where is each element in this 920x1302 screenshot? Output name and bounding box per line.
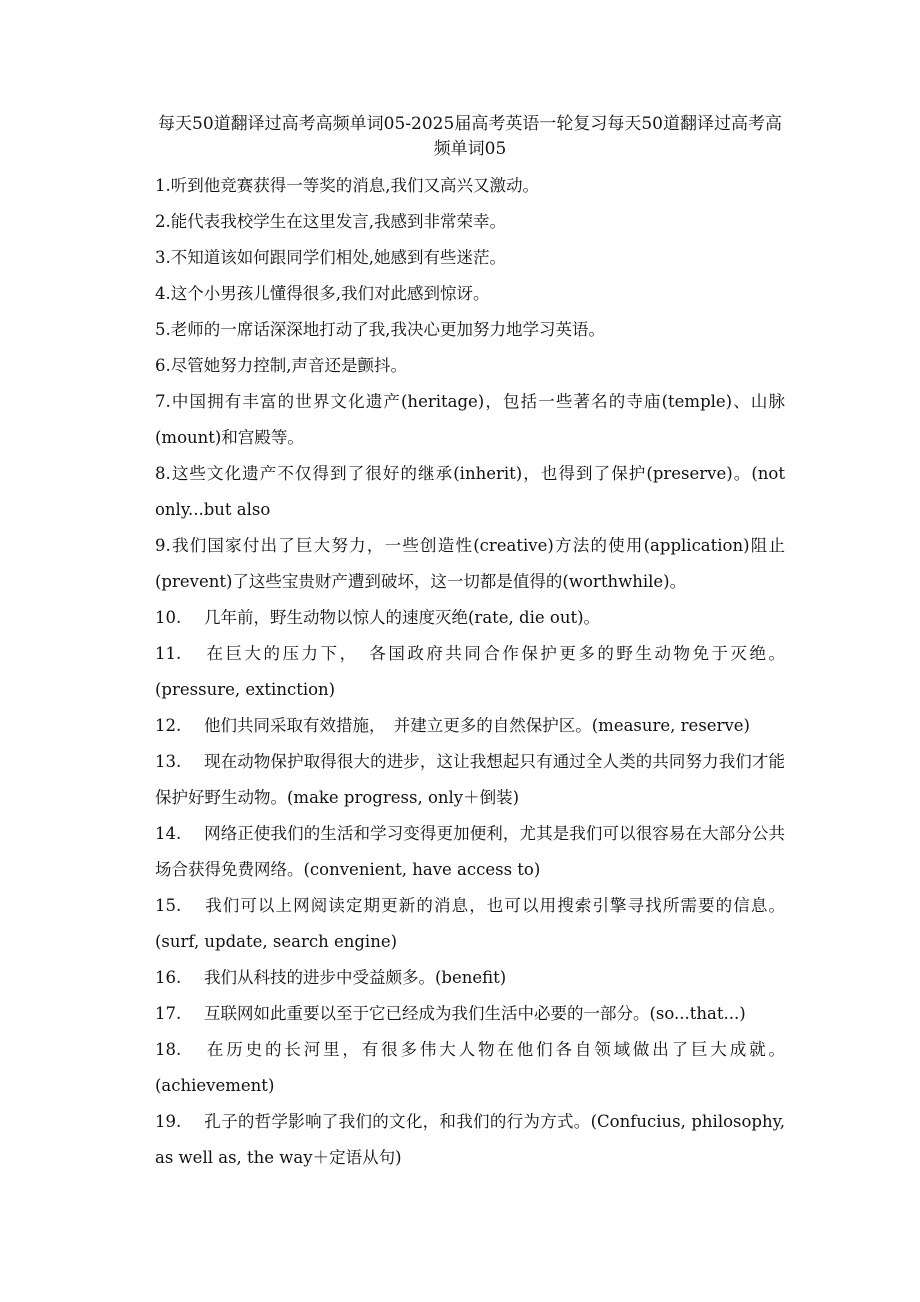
item-number: 10.: [155, 608, 182, 627]
item-text: 网络正使我们的生活和学习变得更加便利，尤其是我们可以很容易在大部分公共场合获得免费网络。(convenient, have access to): [155, 824, 785, 879]
item-number: 7.: [155, 392, 171, 411]
item-text: 孔子的哲学影响了我们的文化，和我们的行为方式。(Confucius, philosophy, as well as, the way＋定语从句): [155, 1112, 785, 1167]
item-number: 11.: [155, 644, 182, 663]
item-text: 互联网如此重要以至于它已经成为我们生活中必要的一部分。(so...that...): [204, 1004, 746, 1023]
sentence-item: [155, 240, 785, 276]
item-text: 不知道该如何跟同学们相处,她感到有些迷茫。: [170, 248, 506, 267]
item-number: 3.: [155, 248, 171, 267]
document-page: [155, 112, 785, 1176]
sentence-item: [155, 1104, 785, 1176]
item-text: 中国拥有丰富的世界文化遗产(heritage)，包括一些著名的寺庙(temple)、山脉(mount)和宫殿等。: [155, 392, 785, 447]
item-text: 在巨大的压力下， 各国政府共同合作保护更多的野生动物免于灭绝。(pressure, extinction): [155, 644, 785, 699]
item-number: 1.: [155, 176, 171, 195]
sentence-item: [155, 528, 785, 600]
sentence-item: [155, 312, 785, 348]
item-text: 听到他竞赛获得一等奖的消息,我们又高兴又激动。: [170, 176, 539, 195]
sentence-item: [155, 168, 785, 204]
item-number: 15.: [155, 896, 182, 915]
item-number: 6.: [155, 356, 171, 375]
sentence-item: [155, 708, 785, 744]
item-number: 16.: [155, 968, 182, 987]
item-text: 他们共同采取有效措施， 并建立更多的自然保护区。(measure, reserve): [204, 716, 750, 735]
item-text: 在历史的长河里，有很多伟大人物在他们各自领域做出了巨大成就。(achievement): [155, 1040, 785, 1095]
item-number: 19.: [155, 1112, 182, 1131]
item-number: 5.: [155, 320, 171, 339]
item-text: 我们国家付出了巨大努力，一些创造性(creative)方法的使用(application)阻止(prevent)了这些宝贵财产遭到破坏，这一切都是值得的(worthwhile)。: [155, 536, 785, 591]
item-number: 18.: [155, 1040, 182, 1059]
item-number: 14.: [155, 824, 182, 843]
item-number: 4.: [155, 284, 171, 303]
sentence-item: [155, 384, 785, 456]
item-number: 12.: [155, 716, 182, 735]
item-text: 能代表我校学生在这里发言,我感到非常荣幸。: [170, 212, 506, 231]
item-text: 这些文化遗产不仅得到了很好的继承(inherit)，也得到了保护(preserve)。(not only...but also: [155, 464, 785, 519]
sentence-item: [155, 888, 785, 960]
item-number: 13.: [155, 752, 182, 771]
sentence-item: [155, 816, 785, 888]
item-text: 这个小男孩儿懂得很多,我们对此感到惊讶。: [170, 284, 490, 303]
sentence-item: [155, 456, 785, 528]
sentence-item: [155, 600, 785, 636]
sentence-item: [155, 276, 785, 312]
sentence-item: [155, 204, 785, 240]
item-number: 17.: [155, 1004, 182, 1023]
sentence-item: [155, 348, 785, 384]
item-number: 9.: [155, 536, 171, 555]
item-text: 老师的一席话深深地打动了我,我决心更加努力地学习英语。: [170, 320, 605, 339]
item-text: 尽管她努力控制,声音还是颤抖。: [170, 356, 407, 375]
sentence-item: [155, 960, 785, 996]
item-text: 我们可以上网阅读定期更新的消息，也可以用搜索引擎寻找所需要的信息。(surf, update, search engine): [155, 896, 785, 951]
sentence-item: [155, 996, 785, 1032]
document-title: 每天50道翻译过高考高频单词05-2025届高考英语一轮复习每天50道翻译过高考高频单词05: [158, 114, 782, 159]
item-text: 几年前，野生动物以惊人的速度灭绝(rate, die out)。: [204, 608, 601, 627]
item-text: 现在动物保护取得很大的进步，这让我想起只有通过全人类的共同努力我们才能保护好野生动物。(make progress, only＋倒装): [155, 752, 785, 807]
sentence-list: [155, 168, 785, 1176]
item-number: 2.: [155, 212, 171, 231]
item-text: 我们从科技的进步中受益颇多。(benefit): [204, 968, 507, 987]
sentence-item: [155, 1032, 785, 1104]
sentence-item: [155, 636, 785, 708]
sentence-item: [155, 744, 785, 816]
item-number: 8.: [155, 464, 171, 483]
